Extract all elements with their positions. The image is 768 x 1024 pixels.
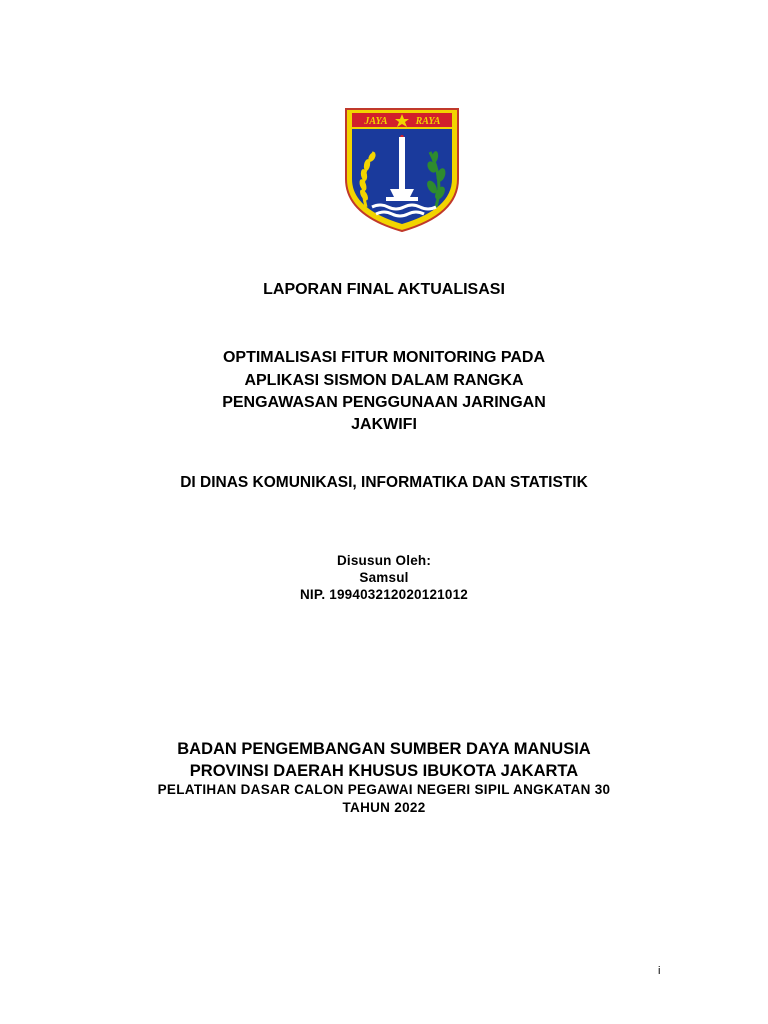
training-line: PELATIHAN DASAR CALON PEGAWAI NEGERI SIPIL ANGKATAN 30 [157, 782, 611, 797]
office-name: DI DINAS KOMUNIKASI, INFORMATIKA DAN STATISTIK [180, 474, 588, 491]
report-type: LAPORAN FINAL AKTUALISASI [263, 281, 505, 298]
prepared-by-label: Disusun Oleh: [336, 553, 432, 568]
title-line-3: PENGAWASAN PENGGUNAAN JARINGAN [222, 394, 546, 411]
emblem-banner-right: RAYA [415, 116, 441, 127]
title-line-1: OPTIMALISASI FITUR MONITORING PADA [222, 349, 546, 366]
title-line-2: APLIKASI SISMON DALAM RANGKA [244, 372, 524, 389]
author-nip: NIP. 199403212020121012 [299, 587, 468, 602]
jakarta-emblem [344, 107, 460, 233]
year-line: TAHUN 2022 [342, 800, 426, 815]
page-number: i [658, 965, 661, 977]
institution-line-1: BADAN PENGEMBANGAN SUMBER DAYA MANUSIA [177, 740, 591, 758]
institution-line-2: PROVINSI DAERAH KHUSUS IBUKOTA JAKARTA [189, 762, 579, 780]
author-name: Samsul [359, 570, 409, 585]
emblem-banner-left: JAYA [364, 116, 388, 127]
title-line-4: JAKWIFI [351, 416, 417, 433]
